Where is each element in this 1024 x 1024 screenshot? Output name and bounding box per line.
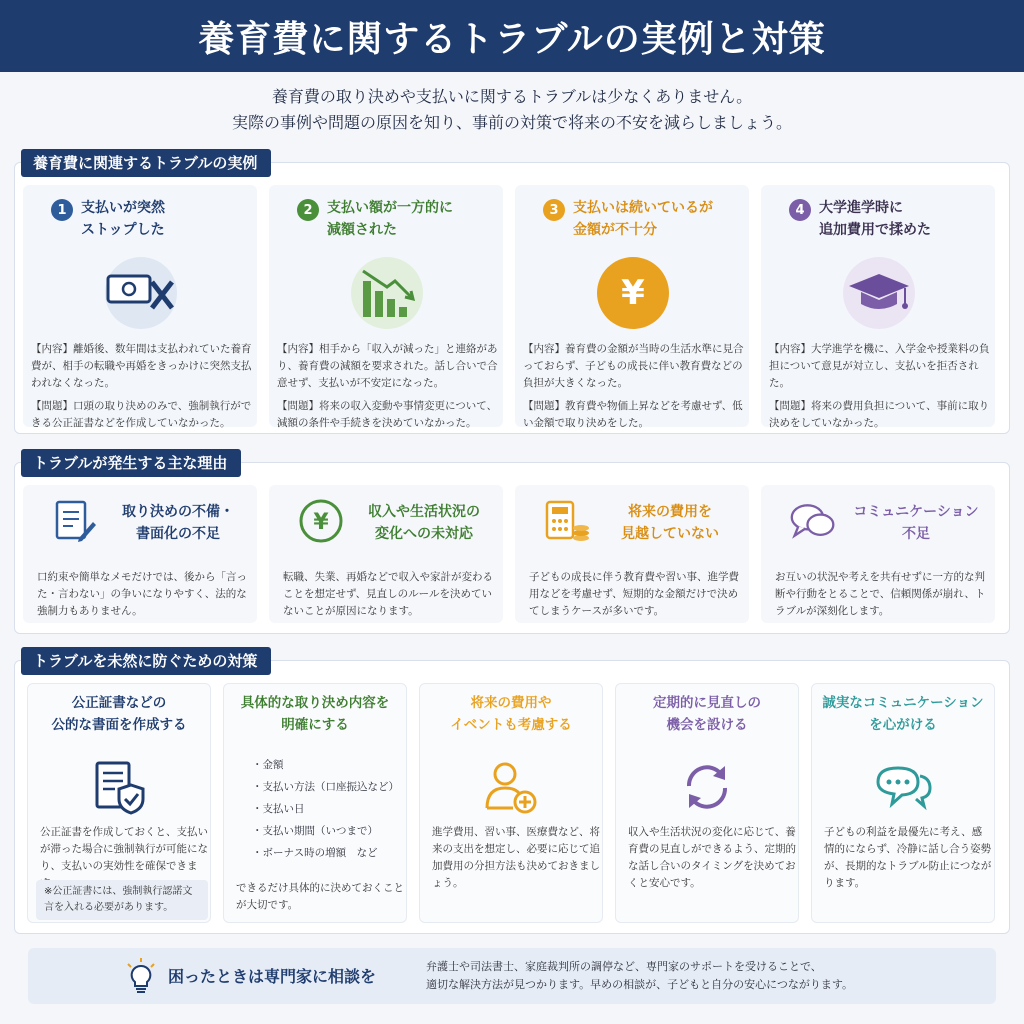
measure-title-line2: イベントも考慮する [450,717,572,733]
intro-text [0,84,1024,136]
intro-line-2: 実際の事例や問題の原因を知り、事前の対策で将来の不安を減らしましょう。 [231,113,792,132]
intro-line-1: 養育費の取り決めや支払いに関するトラブルは少なくありません。 [271,87,753,106]
document-pen-icon [51,497,99,545]
card-content: 【内容】大学進学を機に、入学金や授業料の負担について意見が対立し、支払いを拒否された。 [769,343,990,389]
measure-title-line1: 具体的な取り決め内容を [240,695,390,711]
reason-title-line1: 収入や生活状況の [368,504,480,520]
reason-text: 子どもの成長に伴う教育費や習い事、進学費用などを考慮せず、短期的な金額だけで決めてしまうケースが多いです。 [529,571,739,617]
reason-title-line2: 見越していない [621,526,719,542]
measure-checklist [252,754,399,864]
number-badge: 2 [297,199,319,221]
measure-card-5 [811,683,995,923]
measure-title-line1: 定期的に見直しの [653,695,761,711]
measure-text: できるだけ具体的に決めておくことが大切です。 [236,882,404,911]
card-title-line2: 追加費用で揉めた [819,222,931,238]
example-card-3 [515,185,749,427]
measure-title-line2: 公的な書面を作成する [51,717,187,733]
list-item: ・ 金額 [252,754,399,776]
example-card-2 [269,185,503,427]
consult-line-2: 適切な解決方法が見つかります。早めの相談が、子どもと自分の安心につながります。 [426,978,854,991]
measure-title-line1: 誠実なコミュニケーション [822,695,984,711]
reason-text: 口約束や簡単なメモだけでは、後から「言った・言わない」の争いになりやすく、法的な強制力もありません。 [37,571,247,617]
reason-card-3 [515,485,749,623]
reason-text: お互いの状況や考えを共有せずに一方的な判断や行動をとることで、信頼関係が崩れ、トラブルが深刻化します。 [775,571,986,617]
lightbulb-icon [124,958,158,994]
measure-text: 公正証書を作成しておくと、支払いが滞った場合に強制執行が可能になり、支払いの実効性を確保できま [40,826,208,872]
consult-expert-banner [28,948,996,1004]
consult-description [426,958,986,994]
example-card-4 [761,185,995,427]
measure-card-1 [27,683,211,923]
card-title-line1: 支払いが突然 [81,200,165,216]
reason-title-line1: 取り決めの不備・ [122,504,234,520]
measure-note: ※公正証書には、強制執行認諾文言を入れる必要があります。 [36,880,208,920]
section-label: トラブルが発生する主な理由 [21,449,241,477]
card-title-line1: 支払い額が一方的に [327,200,453,216]
list-item: ・ 支払い日 [252,798,399,820]
section-label: 養育費に関連するトラブルの実例 [21,149,271,177]
consult-title: 困ったときは専門家に相談を [168,967,377,986]
svg-text:¥: ¥ [313,510,329,535]
measure-card-3 [419,683,603,923]
page-title: 養育費に関するトラブルの実例と対策 [198,18,826,60]
number-badge: 4 [789,199,811,221]
reason-title-line1: 将来の費用を [628,504,712,520]
measure-title-line2: 明確にする [281,717,349,733]
section-label: トラブルを未然に防ぐための対策 [21,647,271,675]
person-plus-icon [478,756,544,818]
measure-text: 収入や生活状況の変化に応じて、養育費の見直しができるよう、定期的な話し合いのタイミングを決めておくと安心です。 [628,826,796,889]
reason-title-line1: コミュニケーション [853,504,979,520]
card-cause: 【問題】教育費や物価上昇などを考慮せず、低い金額で取り決めをした。 [523,400,743,429]
card-content: 【内容】養育費の金額が当時の生活水準に見合っておらず、子どもの成長に伴い教育費などの負担が大きくなった。 [523,343,744,389]
yen-circle-icon [297,497,345,545]
measure-card-4 [615,683,799,923]
number-badge: 1 [51,199,73,221]
calculator-coins-icon [543,497,591,545]
list-item: ・ 支払い方法（口座振込など） [252,776,399,798]
measure-card-2 [223,683,407,923]
reason-title-line2: 書面化の不足 [136,526,220,542]
declining-chart-icon [351,257,423,329]
graduation-cap-icon [843,257,915,329]
reason-title-line2: 不足 [902,526,930,542]
measure-text: 進学費用、習い事、医療費など、将来の支出を想定し、必要に応じて追加費用の分担方法も決めておきましょう。 [432,826,600,889]
reason-card-2 [269,485,503,623]
number-badge: 3 [543,199,565,221]
card-cause: 【問題】口頭の取り決めのみで、強制執行ができる公正証書などを作成していなかった。 [31,400,252,429]
example-card-1 [23,185,257,427]
card-title-line1: 大学進学時に [819,200,903,216]
section-main-reasons [14,454,1010,634]
header-banner [0,0,1024,72]
refresh-cycle-icon [674,756,740,818]
section-prevention-measures [14,652,1010,934]
measure-text: 子どもの利益を最優先に考え、感情的にならず、冷静に話し合う姿勢が、長期的なトラブル防止につながります。 [824,826,992,889]
card-content: 【内容】相手から「収入が減った」と連絡があり、養育費の減額を要求された。話し合いで合意せず、支払いが不安定になった。 [277,343,498,389]
card-title-line2: 金額が不十分 [573,222,657,238]
card-content: 【内容】離婚後、数年間は支払われていた養育費が、相手の転職や再婚をきっかけに突然支払われなくなった。 [31,343,252,389]
measure-title-line2: を心がける [869,717,937,733]
card-cause: 【問題】将来の費用負担について、事前に取り決めをしていなかった。 [769,400,990,429]
reason-card-1 [23,485,257,623]
yen-coin-icon: ¥ [597,257,669,329]
card-title-line2: 減額された [327,222,397,238]
list-item: ・ ボーナス時の増額 など [252,842,399,864]
reason-title-line2: 変化への未対応 [375,526,473,542]
measure-title-line2: 機会を設ける [666,717,748,733]
reason-text: 転職、失業、再婚などで収入や家計が変わることを想定せず、見直しのルールを決めていないことが原因になります。 [283,571,493,617]
measure-title-line1: 将来の費用や [470,695,552,711]
card-title-line1: 支払いは続いているが [573,200,713,216]
document-shield-icon [86,756,152,818]
section-trouble-examples [14,154,1010,434]
measure-title-line1: 公正証書などの [71,695,167,711]
speech-bubbles-icon [789,497,837,545]
list-item: ・ 支払い期間（いつまで） [252,820,399,842]
money-cross-icon [105,257,177,329]
card-title-line2: ストップした [81,222,165,238]
chat-bubbles-icon [870,756,936,818]
consult-line-1: 弁護士や司法書士、家庭裁判所の調停など、専門家のサポートを受けることで、 [426,960,822,973]
card-cause: 【問題】将来の収入変動や事情変更について、減額の条件や手続きを決めていなかった。 [277,400,498,429]
reason-card-4 [761,485,995,623]
